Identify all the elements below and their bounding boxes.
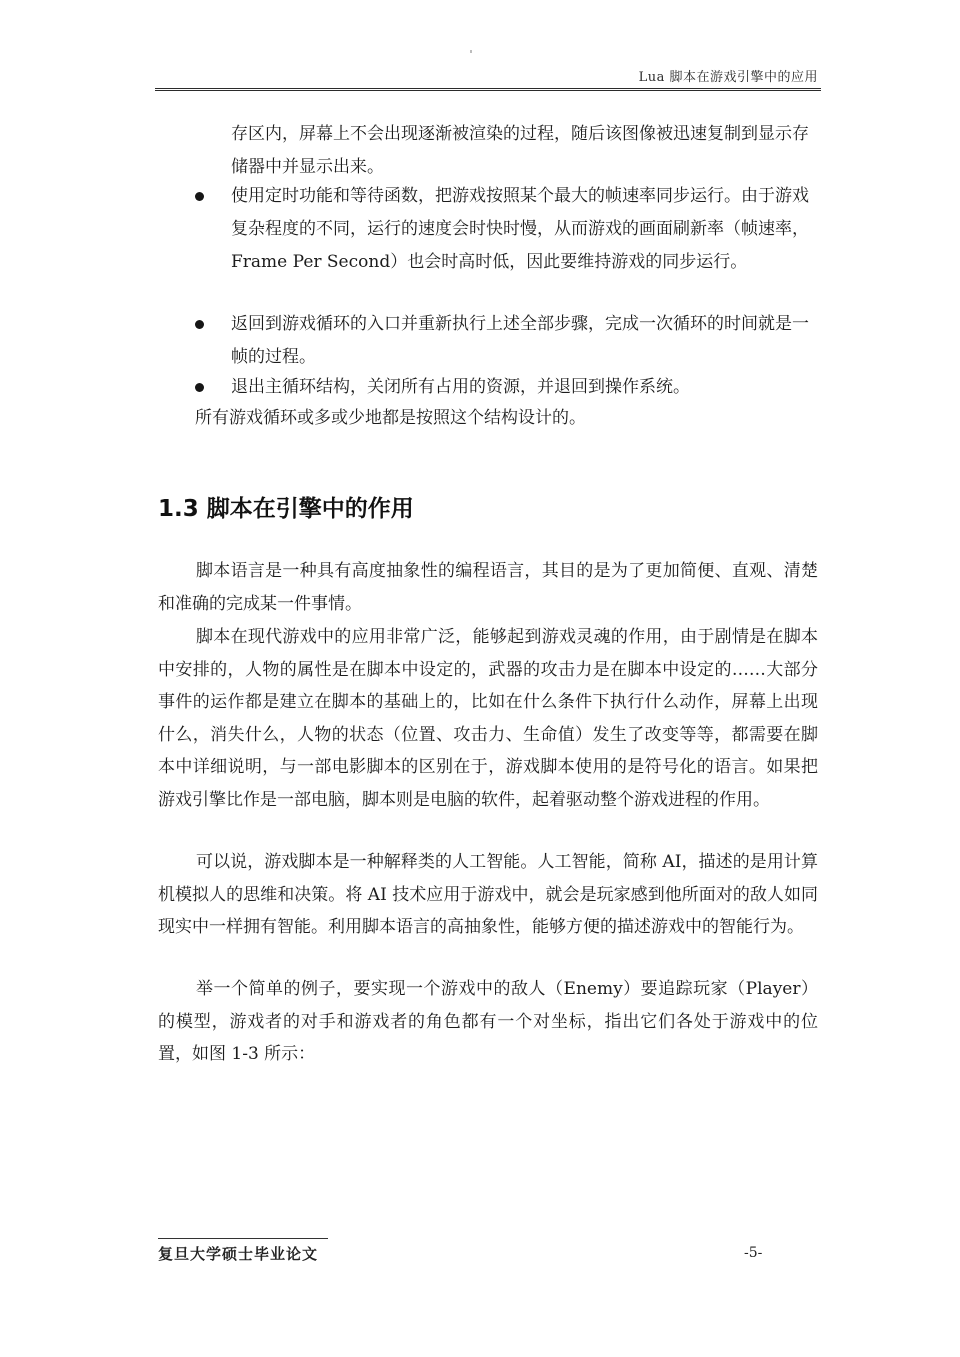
section-heading: 1.3 脚本在引擎中的作用 — [158, 496, 414, 522]
bullet-text: 返回到游戏循环的入口并重新执行上述全部步骤，完成一次循环的时间就是一帧的过程。 — [231, 314, 809, 367]
running-header: Lua 脚本在游戏引擎中的应用 — [638, 70, 818, 85]
bullet-icon — [195, 320, 204, 329]
body-paragraph: 脚本语言是一种具有高度抽象性的编程语言，其目的是为了更加简便、直观、清楚和准确的完成某一件事情。 — [158, 561, 818, 614]
footer-institution: 复旦大学硕士毕业论文 — [158, 1245, 319, 1263]
scan-speck — [470, 50, 472, 53]
bullet-text: 使用定时功能和等待函数，把游戏按照某个最大的帧速率同步运行。由于游戏复杂程度的不同，运行的速度会时快时慢，从而游戏的画面刷新率（帧速率，Frame Per Second）也会时高时低，因此要维持游戏的同步运行。 — [231, 186, 809, 272]
bullet-text: 退出主循环结构，关闭所有占用的资源，并退回到操作系统。 — [231, 377, 690, 397]
bullet-icon — [195, 383, 204, 392]
bullet-item — [195, 308, 825, 374]
intro-continuation: 存区内，屏幕上不会出现逐渐被渲染的过程，随后该图像被迅速复制到显示存储器中并显示出来。 — [231, 124, 809, 177]
bullet-icon — [195, 192, 204, 201]
body-paragraph: 举一个简单的例子，要实现一个游戏中的敌人（Enemy）要追踪玩家（Player）的模型，游戏者的对手和游戏者的角色都有一个对坐标，指出它们各处于游戏中的位置，如图 1-3 所示： — [158, 979, 818, 1065]
body-paragraph: 可以说，游戏脚本是一种解释类的人工智能。人工智能，简称 AI，描述的是用计算机模拟人的思维和决策。将 AI 技术应用于游戏中，就会是玩家感到他所面对的敌人如同现实中一样拥有智能。利用脚本语言的高抽象性，能够方便的描述游戏中的智能行为。 — [158, 852, 818, 938]
page-number: -5- — [744, 1245, 763, 1261]
summary-line: 所有游戏循环或多或少地都是按照这个结构设计的。 — [195, 408, 586, 428]
header-rule — [155, 88, 821, 91]
footer-rule — [158, 1238, 328, 1239]
body-paragraph: 脚本在现代游戏中的应用非常广泛，能够起到游戏灵魂的作用，由于剧情是在脚本中安排的，人物的属性是在脚本中设定的，武器的攻击力是在脚本中设定的……大部分事件的运作都是建立在脚本的基础上的，比如在什么条件下执行什么动作，屏幕上出现什么，消失什么，人物的状态（位置、攻击力、生命值）发生了改变等等，都需要在脚本中详细说明，与一部电影脚本的区别在于，游戏脚本使用的是符号化的语言。如果把游戏引擎比作是一部电脑，脚本则是电脑的软件，起着驱动整个游戏进程的作用。 — [158, 627, 818, 810]
bullet-item — [195, 180, 825, 279]
bullet-item — [195, 371, 825, 404]
